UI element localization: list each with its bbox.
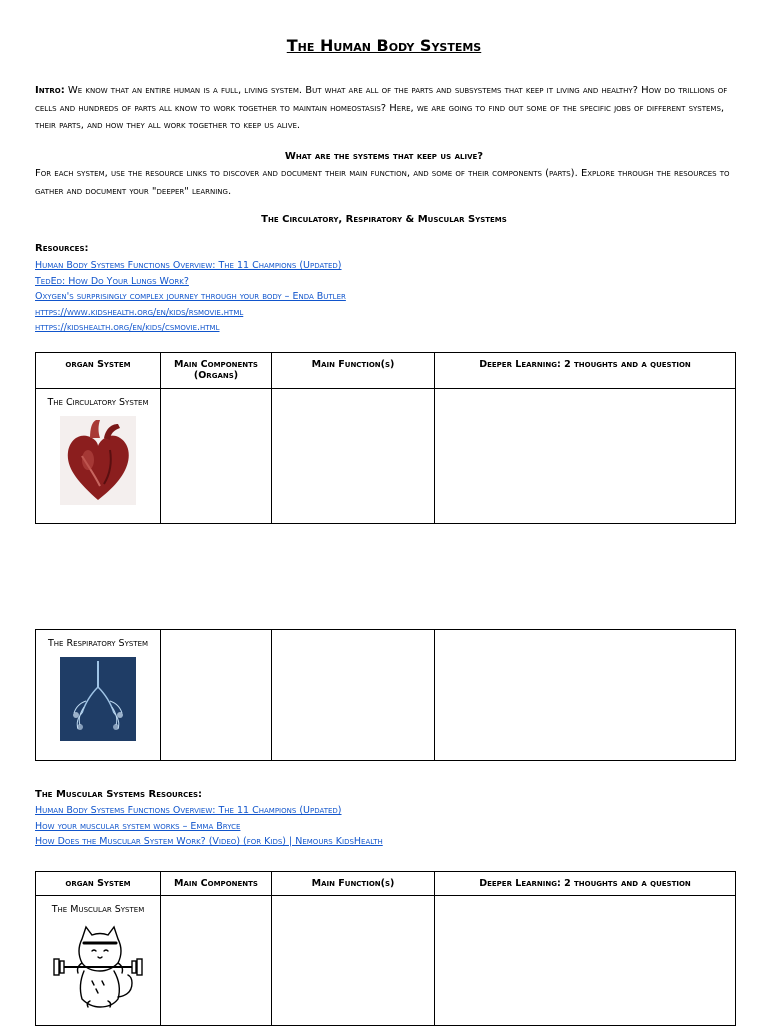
muscular-resources-label: The Muscular Systems Resources: bbox=[35, 789, 203, 800]
intro-paragraph bbox=[35, 82, 735, 135]
intro-text: We know that an entire human is a full, living system. But what are all of the parts and subsystems that keep it living and healthy? How do trillions of cells and hundreds of parts all know to work together to maintain homeostasis? Here, we are going to find out some of the specific jobs of different systems, their parts, and how they all work together to keep us alive. bbox=[35, 85, 728, 131]
system-label: The Muscular System bbox=[51, 904, 145, 915]
muscular-system-cell bbox=[36, 896, 161, 1026]
resource-link[interactable]: Oxygen's surprisingly complex journey through your body – Enda Butler bbox=[35, 291, 346, 303]
cat-weightlifting-image bbox=[48, 919, 148, 1011]
respiratory-functions-cell[interactable] bbox=[272, 630, 435, 761]
system-label: The Circulatory System bbox=[47, 397, 149, 408]
resources-label: Resources: bbox=[35, 243, 89, 254]
muscular-resource-links bbox=[35, 803, 635, 850]
circulatory-functions-cell[interactable] bbox=[272, 389, 435, 524]
resource-link[interactable]: https://kidshealth.org/en/kids/csmovie.html bbox=[35, 322, 220, 334]
circulatory-table bbox=[35, 352, 736, 524]
section-heading: The Circulatory, Respiratory & Muscular Systems bbox=[261, 214, 507, 225]
header-deeper-learning: Deeper Learning: 2 thoughts and a question bbox=[435, 872, 736, 896]
page-title: The Human Body Systems bbox=[286, 36, 482, 55]
circulatory-components-cell[interactable] bbox=[161, 389, 272, 524]
respiratory-table bbox=[35, 629, 736, 761]
respiratory-deeper-learning-cell[interactable] bbox=[435, 630, 736, 761]
question-heading: What are the systems that keep us alive? bbox=[284, 151, 484, 162]
resource-links bbox=[35, 258, 635, 336]
resource-link[interactable]: How Does the Muscular System Work? (Video) (for Kids) | Nemours KidsHealth bbox=[35, 836, 383, 848]
respiratory-components-cell[interactable] bbox=[161, 630, 272, 761]
resource-link[interactable]: TedEd: How Do Your Lungs Work? bbox=[35, 275, 189, 287]
muscular-table bbox=[35, 871, 736, 1026]
lungs-image bbox=[60, 657, 136, 741]
header-main-components: Main Components bbox=[161, 872, 272, 896]
header-main-functions: Main Function(s) bbox=[272, 353, 435, 389]
resource-link[interactable]: Human Body Systems Functions Overview: The 11 Champions (Updated) bbox=[35, 260, 342, 271]
resource-link[interactable]: https://www.kidshealth.org/en/kids/rsmovie.html bbox=[35, 306, 244, 318]
heart-image bbox=[60, 416, 136, 505]
muscular-components-cell[interactable] bbox=[161, 896, 272, 1026]
resource-link[interactable]: Human Body Systems Functions Overview: The 11 Champions (Updated) bbox=[35, 805, 342, 816]
muscular-functions-cell[interactable] bbox=[272, 896, 435, 1026]
header-deeper-learning: Deeper Learning: 2 thoughts and a question bbox=[435, 353, 736, 389]
resource-link[interactable]: How your muscular system works – Emma Bryce bbox=[35, 820, 241, 832]
respiratory-system-cell bbox=[36, 630, 161, 761]
muscular-deeper-learning-cell[interactable] bbox=[435, 896, 736, 1026]
header-organ-system: organ System bbox=[36, 872, 161, 896]
header-organ-system: organ System bbox=[36, 353, 161, 389]
header-main-components: Main Components (Organs) bbox=[161, 353, 272, 389]
instructions: For each system, use the resource links to discover and document their main function, and some of their components (parts). Explore through the resources to gather and document your "deeper" learning. bbox=[35, 168, 730, 197]
system-label: The Respiratory System bbox=[47, 638, 149, 649]
circulatory-deeper-learning-cell[interactable] bbox=[435, 389, 736, 524]
circulatory-system-cell bbox=[36, 389, 161, 524]
header-main-functions: Main Function(s) bbox=[272, 872, 435, 896]
intro-label: Intro: bbox=[35, 85, 65, 96]
